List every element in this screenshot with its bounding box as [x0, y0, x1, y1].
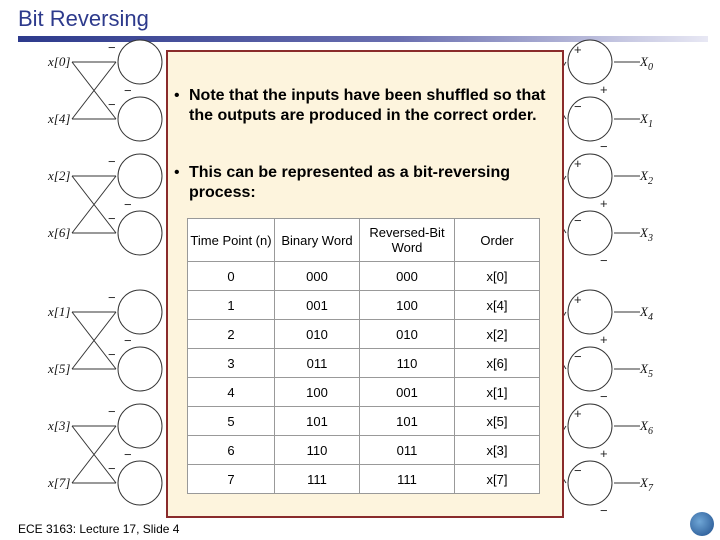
output-subscript: 5 [647, 369, 653, 380]
output-label: $X_6$ [640, 418, 653, 437]
cell: 001 [275, 291, 360, 320]
cell: x[3] [455, 436, 540, 465]
sign-marker: + [574, 292, 582, 307]
sign-marker: − [124, 197, 132, 212]
sign-marker: − [108, 40, 116, 55]
bullet-2: • This can be represented as a bit-reversing process: [174, 163, 554, 203]
sign-marker: + [600, 446, 608, 461]
sum-node [118, 290, 162, 334]
cell: 101 [275, 407, 360, 436]
note-panel [166, 50, 564, 518]
sign-marker: − [574, 349, 582, 364]
table-row [188, 320, 540, 349]
sum-node [118, 40, 162, 84]
output-subscript: 0 [647, 62, 653, 73]
cell: x[0] [455, 262, 540, 291]
table-header-row [188, 219, 540, 262]
output-subscript: 4 [647, 312, 653, 323]
output-label: $X_7$ [640, 475, 653, 494]
sign-marker: − [124, 333, 132, 348]
sum-node [118, 211, 162, 255]
table-row [188, 407, 540, 436]
table-row [188, 291, 540, 320]
input-label: x[5] [48, 361, 71, 376]
sum-node [118, 461, 162, 505]
output-label: $X_5$ [640, 361, 653, 380]
input-label: x[4] [48, 111, 71, 126]
sign-marker: − [124, 447, 132, 462]
cell: 0 [188, 262, 275, 291]
output-label: $X_1$ [640, 111, 653, 130]
slide-footer: ECE 3163: Lecture 17, Slide 4 [18, 522, 180, 536]
sign-marker: − [600, 253, 608, 268]
cell: 010 [360, 320, 455, 349]
cell: x[6] [455, 349, 540, 378]
bit-reversal-table [187, 218, 540, 494]
cell: 001 [360, 378, 455, 407]
output-subscript: 2 [647, 176, 653, 187]
cell: 100 [275, 378, 360, 407]
input-label: x[2] [48, 168, 71, 183]
sign-marker: + [600, 196, 608, 211]
sign-marker: − [574, 99, 582, 114]
cell: 5 [188, 407, 275, 436]
output-subscript: 6 [647, 426, 653, 437]
output-label: $X_3$ [640, 225, 653, 244]
cell: 000 [360, 262, 455, 291]
sign-marker: − [124, 83, 132, 98]
cell: 011 [275, 349, 360, 378]
sum-node [118, 154, 162, 198]
sign-marker: + [574, 156, 582, 171]
sign-marker: − [600, 389, 608, 404]
cell: 6 [188, 436, 275, 465]
cell: 010 [275, 320, 360, 349]
cell: 3 [188, 349, 275, 378]
header-order: Order [455, 219, 540, 262]
cell: 100 [360, 291, 455, 320]
sign-marker: − [108, 404, 116, 419]
sum-node [118, 347, 162, 391]
output-label: $X_4$ [640, 304, 653, 323]
cell: 111 [275, 465, 360, 494]
sign-marker: − [108, 154, 116, 169]
cell: 7 [188, 465, 275, 494]
cell: 110 [275, 436, 360, 465]
input-label: x[0] [48, 54, 71, 69]
input-label: x[3] [48, 418, 71, 433]
output-label: $X_0$ [640, 54, 653, 73]
sign-marker: − [108, 290, 116, 305]
table-row [188, 349, 540, 378]
cell: x[1] [455, 378, 540, 407]
cell: x[5] [455, 407, 540, 436]
cell: x[2] [455, 320, 540, 349]
bullet-1: • Note that the inputs have been shuffled so that the outputs are produced in the correct order. [174, 86, 554, 126]
sign-marker: − [108, 347, 116, 362]
cell: 101 [360, 407, 455, 436]
header-time-point: Time Point (n) [188, 219, 275, 262]
cell: 4 [188, 378, 275, 407]
table-row [188, 465, 540, 494]
cell: 111 [360, 465, 455, 494]
bullet-1-text: Note that the inputs have been shuffled so that the outputs are produced in the correct order. [189, 87, 546, 124]
cell: 000 [275, 262, 360, 291]
sum-node [118, 404, 162, 448]
sign-marker: + [600, 332, 608, 347]
input-label: x[6] [48, 225, 71, 240]
sign-marker: + [574, 406, 582, 421]
cell: x[7] [455, 465, 540, 494]
cell: x[4] [455, 291, 540, 320]
table-row [188, 262, 540, 291]
output-label: $X_2$ [640, 168, 653, 187]
bullet-2-text: This can be represented as a bit-reversing process: [189, 164, 511, 201]
output-subscript: 3 [647, 233, 653, 244]
slide-title: Bit Reversing [18, 6, 149, 31]
university-logo [690, 512, 714, 536]
header-reversed-bit-word: Reversed-Bit Word [360, 219, 455, 262]
table-row [188, 436, 540, 465]
sign-marker: − [108, 211, 116, 226]
cell: 011 [360, 436, 455, 465]
header-binary-word: Binary Word [275, 219, 360, 262]
cell: 2 [188, 320, 275, 349]
table-row [188, 378, 540, 407]
output-subscript: 1 [647, 119, 653, 130]
sign-marker: − [574, 213, 582, 228]
sign-marker: − [108, 97, 116, 112]
sign-marker: + [574, 42, 582, 57]
sign-marker: − [574, 463, 582, 478]
cell: 110 [360, 349, 455, 378]
sign-marker: − [600, 139, 608, 154]
input-label: x[7] [48, 475, 71, 490]
output-subscript: 7 [647, 483, 653, 494]
sign-marker: − [600, 503, 608, 518]
input-label: x[1] [48, 304, 71, 319]
sign-marker: + [600, 82, 608, 97]
cell: 1 [188, 291, 275, 320]
sum-node [118, 97, 162, 141]
sign-marker: − [108, 461, 116, 476]
